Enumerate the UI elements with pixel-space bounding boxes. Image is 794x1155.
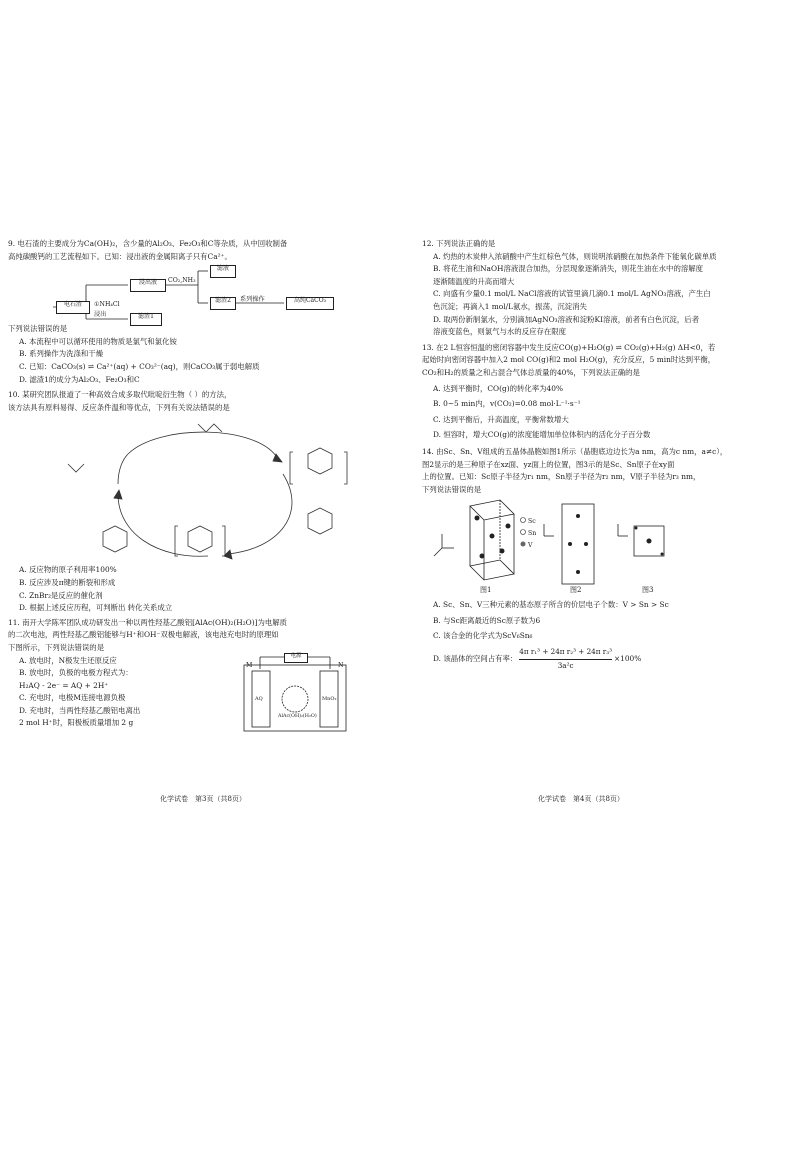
crystal-cell-drawings bbox=[422, 496, 794, 596]
q10-stem-line: 10. 某研究团队报道了一种高效合成多取代吡啶衍生物（ ）的方法， bbox=[8, 390, 232, 400]
flow-box-residue2: 滤渣2 bbox=[210, 297, 236, 310]
figure-2-caption: 图2 bbox=[570, 586, 582, 595]
question-9 bbox=[8, 238, 388, 386]
question-12 bbox=[422, 238, 794, 339]
q12-option: C. 向盛有少量0.1 mol/L NaCl溶液的试管里滴几滴0.1 mol/L AgNO₃溶液，产生白 bbox=[433, 289, 711, 299]
q14-stem-line: 图2显示的是三种原子在xz面、yz面上的位置，图3示的是Sc、Sn原子在xy面 bbox=[422, 459, 675, 469]
flow-step3: 系列操作 bbox=[240, 296, 265, 304]
q12-stem: 12. 下列说法正确的是 bbox=[422, 239, 496, 248]
page-footer-left: 化学试卷 第3页（共8页） bbox=[160, 795, 246, 803]
left-column bbox=[8, 238, 388, 730]
q11-battery-diagram bbox=[240, 653, 350, 733]
q13-option: D. 恒容时，增大CO(g)的浓度能增加单位体积内的活化分子百分数 bbox=[433, 430, 651, 440]
legend-sc: Sc bbox=[528, 518, 536, 526]
q9-option: B. 系列操作为洗涤和干燥 bbox=[19, 349, 104, 359]
q10-stem-line: 该方法具有原料易得、反应条件温和等优点，下列有关说法错误的是 bbox=[8, 402, 230, 412]
q9-stem-line: 9. 电石渣的主要成分为Ca(OH)₂，含少量的Al₂O₃、Fe₂O₃和C等杂质，从中回收制备 bbox=[8, 239, 288, 248]
q11-option-continuation: 2 mol H⁺时，阳极板质量增加 2 g bbox=[19, 718, 134, 728]
question-13 bbox=[422, 342, 794, 442]
q9-stem-line: 高纯碳酸钙的工艺流程如下。已知：浸出液的金属阳离子只有Ca²⁺。 bbox=[8, 251, 232, 261]
q12-option: D. 取两份新制氯水，分别滴加AgNO₃溶液和淀粉KI溶液，前者有白色沉淀，后者 bbox=[433, 314, 700, 324]
q11-option-continuation: H₂AQ - 2e⁻ = AQ + 2H⁺ bbox=[19, 680, 109, 690]
q10-option: B. 反应涉及π键的断裂和形成 bbox=[19, 577, 116, 587]
q14-stem-line: 上的位置。已知：Sc原子半径为r₁ nm，Sn原子半径为r₂ nm，V原子半径为r₃ nm， bbox=[422, 472, 701, 482]
q11-option: B. 放电时，负极的电极方程式为： bbox=[19, 668, 133, 678]
q14-option: B. 与Sc距离最近的Sc原子数为6 bbox=[433, 615, 541, 625]
flow-step1: 浸出 bbox=[94, 311, 107, 319]
q9-option: D. 滤渣1的成分为Al₂O₃、Fe₂O₃和C bbox=[19, 374, 140, 384]
q11-stem-line: 11. 南开大学陈军团队成功研发出一种以两性羟基乙酸铝[AlAc(OH)₂(H₂O)]为电解质 bbox=[8, 617, 288, 627]
q14-option-d-fraction bbox=[519, 646, 612, 672]
q9-ask: 下列说法错误的是 bbox=[8, 324, 68, 334]
q9-process-flow bbox=[8, 263, 388, 323]
question-14 bbox=[422, 446, 794, 672]
figure-1-caption: 图1 bbox=[480, 586, 492, 595]
q11-option: D. 充电时，当两性羟基乙酸铝电离出 bbox=[19, 705, 141, 715]
q10-option: C. ZnBr₂是反应的催化剂 bbox=[19, 590, 103, 600]
q11-stem-line: 的二次电池，两性羟基乙酸铝能够与H⁺和OH⁻双极电解液，该电池充电时的原理如 bbox=[8, 630, 279, 640]
flow-reagent2: CO₂,NH₃ bbox=[168, 277, 196, 285]
q9-option: A. 本流程中可以循环使用的物质是氯气和氯化铵 bbox=[19, 336, 177, 346]
q11-option: C. 充电时，电极M连接电源负极 bbox=[19, 693, 126, 703]
flow-box-filtrate: 滤液 bbox=[210, 265, 236, 278]
figure-3-caption: 图3 bbox=[642, 586, 654, 595]
q10-catalytic-cycle bbox=[8, 414, 388, 564]
fraction-denominator: 3a²c bbox=[557, 660, 574, 670]
electrolyte-label: AlAc(OH)₂(H₂O) bbox=[278, 713, 317, 719]
q14-option-d-suffix: ×100% bbox=[613, 653, 642, 663]
legend-sn: Sn bbox=[528, 530, 537, 538]
flow-box-start: 电石渣 bbox=[56, 301, 90, 314]
q10-option: D. 根据上述反应历程，可判断出 转化关系成立 bbox=[19, 603, 173, 613]
q14-option-d bbox=[422, 646, 794, 672]
q9-option: C. 已知：CaCO₃(s) ⇌ Ca²⁺(aq) + CO₃²⁻(aq)，则CaCO₃属于弱电解质 bbox=[19, 361, 260, 371]
q12-option-continuation: 色沉淀；再滴入1 mol/L氨水，振荡，沉淀消失 bbox=[433, 301, 587, 311]
power-source: 电源 bbox=[284, 653, 308, 663]
q14-stem-line: 下列说法错误的是 bbox=[422, 484, 482, 494]
q12-option: A. 灼热的木炭伸入浓硝酸中产生红棕色气体，则说明浓硝酸在加热条件下能氧化碳单质 bbox=[433, 251, 717, 261]
q14-stem-line: 14. 由Sc、Sn、V组成的五晶体晶胞如图1所示（晶胞底边边长为a nm，高为c nm，a≠c）， bbox=[422, 446, 728, 456]
question-11 bbox=[8, 617, 388, 730]
electrode-m-label: M bbox=[246, 661, 253, 669]
left-species-label: AQ bbox=[255, 695, 263, 702]
q13-stem-line: 起始时向密闭容器中加入2 mol CO(g)和2 mol H₂O(g)，充分反应，5 min时达到平衡， bbox=[422, 355, 716, 365]
flow-box-liquid: 浸出液 bbox=[130, 279, 166, 292]
flow-box-residue1: 滤渣1 bbox=[130, 313, 162, 326]
q13-option: C. 达到平衡后，升高温度，平衡常数增大 bbox=[433, 414, 569, 424]
process-flow-arrows bbox=[8, 263, 388, 323]
q14-option: A. Sc、Sn、V三种元素的基态原子所含的价层电子个数：V > Sn > Sc bbox=[433, 600, 669, 610]
q14-crystal-figures bbox=[422, 496, 794, 596]
q14-option-d-prefix: D. 该晶体的空间占有率： bbox=[433, 653, 518, 663]
q13-option: A. 达到平衡时，CO(g)的转化率为40% bbox=[433, 383, 563, 393]
page-footer-right: 化学试卷 第4页（共8页） bbox=[538, 795, 624, 803]
flow-box-product: 高纯CaCO₃ bbox=[286, 297, 334, 310]
q11-stem-line: 下图所示，下列说法错误的是 bbox=[8, 642, 105, 652]
q13-option: B. 0~5 min内，v(CO₂)=0.08 mol·L⁻¹·s⁻¹ bbox=[433, 399, 581, 409]
q12-option: B. 将花生油和NaOH溶液混合加热，分层现象逐渐消失，则花生油在水中的溶解度 bbox=[433, 264, 704, 274]
right-species-label: MnO₂ bbox=[322, 695, 337, 702]
right-column bbox=[422, 238, 794, 672]
q13-stem-line: CO₂和H₂的质量之和占混合气体总质量的40%，下列说法正确的是 bbox=[422, 367, 640, 377]
fraction-numerator: 4π r₁³ + 24π r₂³ + 24π r₃³ bbox=[519, 646, 612, 660]
question-10 bbox=[8, 389, 388, 615]
q13-stem-line: 13. 在2 L恒容恒温的密闭容器中发生反应CO(g)+H₂O(g) ⇌ CO₂(g)+H₂(g) ΔH<0，若 bbox=[422, 342, 716, 352]
flow-reagent1: ①NH₄Cl bbox=[94, 301, 120, 309]
q11-option: A. 放电时，N极发生还原反应 bbox=[19, 655, 117, 665]
q14-option: C. 该合金的化学式为ScV₆Sn₆ bbox=[433, 631, 533, 641]
q12-option-continuation: 逐渐随温度的升高而增大 bbox=[433, 276, 515, 286]
legend-v: V bbox=[528, 542, 533, 550]
q10-option: A. 反应物的原子利用率100% bbox=[19, 565, 117, 575]
q12-option-continuation: 溶液变蓝色，则氯气与水的反应存在限度 bbox=[433, 327, 567, 337]
electrode-n-label: N bbox=[338, 661, 344, 669]
catalytic-cycle-diagram bbox=[8, 414, 388, 564]
